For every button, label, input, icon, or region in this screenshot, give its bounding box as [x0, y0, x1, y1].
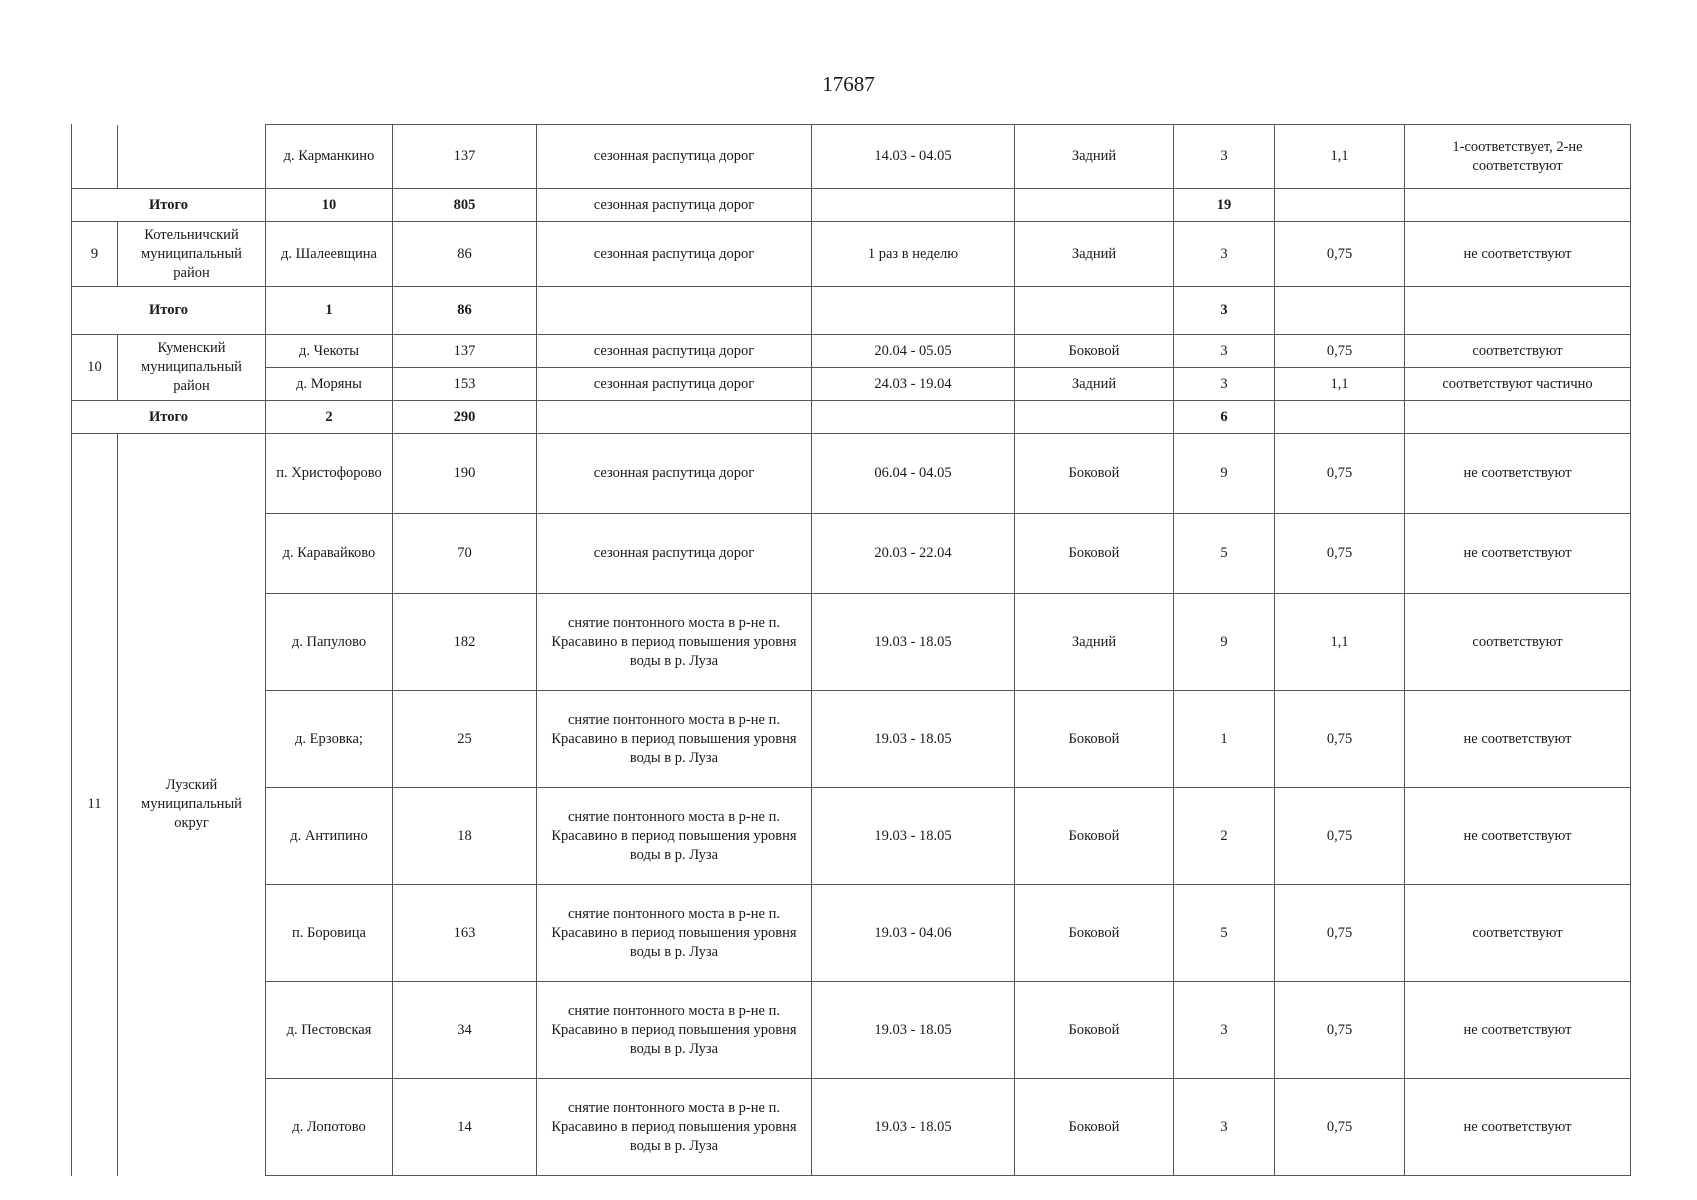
door-cell: Боковой: [1015, 691, 1174, 788]
width-cell: 0,75: [1275, 982, 1405, 1079]
reason-cell: сезонная распутица дорог: [537, 514, 812, 594]
table-row: [72, 885, 1631, 982]
count-cell: 3: [1174, 335, 1275, 368]
empty-cell: [1405, 401, 1631, 434]
transport-table: [71, 124, 1631, 1176]
door-cell: Задний: [1015, 368, 1174, 401]
compliance-cell: не соответствуют: [1405, 788, 1631, 885]
door-cell: Боковой: [1015, 514, 1174, 594]
reason-cell: сезонная распутица дорог: [537, 368, 812, 401]
period-cell: 19.03 - 18.05: [812, 982, 1015, 1079]
width-cell: 1,1: [1275, 594, 1405, 691]
reason-cell: снятие понтонного моста в р-не п. Красавино в период повышения уровня воды в р. Луза: [537, 982, 812, 1079]
compliance-cell: не соответствуют: [1405, 434, 1631, 514]
settlement-cell: д. Шалеевщина: [266, 222, 393, 287]
compliance-cell: соответствуют: [1405, 885, 1631, 982]
count-cell: 3: [1174, 982, 1275, 1079]
width-cell: 1,1: [1275, 125, 1405, 189]
total-population: 290: [393, 401, 537, 434]
compliance-cell: соответствуют: [1405, 335, 1631, 368]
compliance-cell: не соответствуют: [1405, 982, 1631, 1079]
door-cell: Задний: [1015, 594, 1174, 691]
total-label: Итого: [72, 287, 266, 335]
table-row: [72, 788, 1631, 885]
population-cell: 163: [393, 885, 537, 982]
total-population: 805: [393, 189, 537, 222]
width-cell: 0,75: [1275, 788, 1405, 885]
settlement-cell: д. Моряны: [266, 368, 393, 401]
table-row: [72, 434, 1631, 514]
settlement-cell: п. Боровица: [266, 885, 393, 982]
reason-cell: сезонная распутица дорог: [537, 434, 812, 514]
row-number: 9: [72, 222, 118, 287]
width-cell: 0,75: [1275, 1079, 1405, 1176]
empty-cell: [1275, 189, 1405, 222]
empty-cell: [1275, 401, 1405, 434]
table-row: [72, 982, 1631, 1079]
population-cell: 70: [393, 514, 537, 594]
period-cell: 06.04 - 04.05: [812, 434, 1015, 514]
district-cell: Куменский муниципальный район: [118, 335, 266, 401]
count-cell: 9: [1174, 594, 1275, 691]
population-cell: 137: [393, 335, 537, 368]
door-cell: Боковой: [1015, 335, 1174, 368]
district-cell: Лузский муниципальный округ: [118, 434, 266, 1176]
table-row: [72, 368, 1631, 401]
period-cell: 19.03 - 18.05: [812, 788, 1015, 885]
reason-cell: снятие понтонного моста в р-не п. Красавино в период повышения уровня воды в р. Луза: [537, 594, 812, 691]
total-settlements: 2: [266, 401, 393, 434]
empty-cell: [1275, 287, 1405, 335]
period-cell: 19.03 - 18.05: [812, 594, 1015, 691]
settlement-cell: д. Антипино: [266, 788, 393, 885]
reason-cell: снятие понтонного моста в р-не п. Красавино в период повышения уровня воды в р. Луза: [537, 885, 812, 982]
population-cell: 86: [393, 222, 537, 287]
table-row: [72, 335, 1631, 368]
empty-cell: [812, 401, 1015, 434]
population-cell: 14: [393, 1079, 537, 1176]
door-cell: Боковой: [1015, 1079, 1174, 1176]
count-cell: 3: [1174, 125, 1275, 189]
settlement-cell: д. Ерзовка;: [266, 691, 393, 788]
door-cell: Боковой: [1015, 885, 1174, 982]
period-cell: 19.03 - 18.05: [812, 691, 1015, 788]
reason-cell: сезонная распутица дорог: [537, 335, 812, 368]
width-cell: 0,75: [1275, 434, 1405, 514]
period-cell: 1 раз в неделю: [812, 222, 1015, 287]
compliance-cell: 1-соответствует, 2-не соответствуют: [1405, 125, 1631, 189]
total-count: 19: [1174, 189, 1275, 222]
settlement-cell: д. Папулово: [266, 594, 393, 691]
table-row: [72, 222, 1631, 287]
reason-cell: сезонная распутица дорог: [537, 125, 812, 189]
empty-cell: [537, 287, 812, 335]
width-cell: 0,75: [1275, 335, 1405, 368]
period-cell: 24.03 - 19.04: [812, 368, 1015, 401]
row-number: [72, 125, 118, 189]
total-row: [72, 401, 1631, 434]
page-number: 17687: [822, 72, 875, 96]
total-reason: сезонная распутица дорог: [537, 189, 812, 222]
width-cell: 0,75: [1275, 885, 1405, 982]
width-cell: 1,1: [1275, 368, 1405, 401]
total-label: Итого: [72, 401, 266, 434]
settlement-cell: д. Лопотово: [266, 1079, 393, 1176]
reason-cell: снятие понтонного моста в р-не п. Красавино в период повышения уровня воды в р. Луза: [537, 788, 812, 885]
count-cell: 5: [1174, 514, 1275, 594]
period-cell: 14.03 - 04.05: [812, 125, 1015, 189]
table-row: [72, 691, 1631, 788]
period-cell: 19.03 - 04.06: [812, 885, 1015, 982]
empty-cell: [1015, 401, 1174, 434]
door-cell: Боковой: [1015, 788, 1174, 885]
empty-cell: [812, 287, 1015, 335]
count-cell: 9: [1174, 434, 1275, 514]
reason-cell: снятие понтонного моста в р-не п. Красавино в период повышения уровня воды в р. Луза: [537, 1079, 812, 1176]
district-cell: Котельничский муниципальный район: [118, 222, 266, 287]
total-label: Итого: [72, 189, 266, 222]
count-cell: 3: [1174, 368, 1275, 401]
door-cell: Боковой: [1015, 434, 1174, 514]
compliance-cell: не соответствуют: [1405, 222, 1631, 287]
total-count: 6: [1174, 401, 1275, 434]
empty-cell: [537, 401, 812, 434]
population-cell: 190: [393, 434, 537, 514]
district-cell: [118, 125, 266, 189]
count-cell: 3: [1174, 222, 1275, 287]
width-cell: 0,75: [1275, 691, 1405, 788]
compliance-cell: не соответствуют: [1405, 691, 1631, 788]
total-row: [72, 287, 1631, 335]
total-count: 3: [1174, 287, 1275, 335]
population-cell: 137: [393, 125, 537, 189]
total-settlements: 1: [266, 287, 393, 335]
empty-cell: [1405, 189, 1631, 222]
door-cell: Задний: [1015, 125, 1174, 189]
population-cell: 153: [393, 368, 537, 401]
door-cell: Задний: [1015, 222, 1174, 287]
settlement-cell: п. Христофорово: [266, 434, 393, 514]
empty-cell: [1015, 189, 1174, 222]
empty-cell: [812, 189, 1015, 222]
empty-cell: [1015, 287, 1174, 335]
population-cell: 182: [393, 594, 537, 691]
count-cell: 5: [1174, 885, 1275, 982]
settlement-cell: д. Каравайково: [266, 514, 393, 594]
door-cell: Боковой: [1015, 982, 1174, 1079]
population-cell: 18: [393, 788, 537, 885]
table-row: [72, 1079, 1631, 1176]
count-cell: 2: [1174, 788, 1275, 885]
count-cell: 1: [1174, 691, 1275, 788]
total-population: 86: [393, 287, 537, 335]
compliance-cell: соответствуют: [1405, 594, 1631, 691]
table-row: [72, 514, 1631, 594]
compliance-cell: соответствуют частично: [1405, 368, 1631, 401]
count-cell: 3: [1174, 1079, 1275, 1176]
population-cell: 25: [393, 691, 537, 788]
row-number: 10: [72, 335, 118, 401]
settlement-cell: д. Пестовская: [266, 982, 393, 1079]
total-row: [72, 189, 1631, 222]
row-number: 11: [72, 434, 118, 1176]
width-cell: 0,75: [1275, 514, 1405, 594]
compliance-cell: не соответствуют: [1405, 514, 1631, 594]
reason-cell: сезонная распутица дорог: [537, 222, 812, 287]
width-cell: 0,75: [1275, 222, 1405, 287]
table-row: [72, 125, 1631, 189]
reason-cell: снятие понтонного моста в р-не п. Красавино в период повышения уровня воды в р. Луза: [537, 691, 812, 788]
table-row: [72, 594, 1631, 691]
population-cell: 34: [393, 982, 537, 1079]
settlement-cell: д. Чекоты: [266, 335, 393, 368]
period-cell: 20.03 - 22.04: [812, 514, 1015, 594]
compliance-cell: не соответствуют: [1405, 1079, 1631, 1176]
empty-cell: [1405, 287, 1631, 335]
period-cell: 19.03 - 18.05: [812, 1079, 1015, 1176]
total-settlements: 10: [266, 189, 393, 222]
period-cell: 20.04 - 05.05: [812, 335, 1015, 368]
settlement-cell: д. Карманкино: [266, 125, 393, 189]
